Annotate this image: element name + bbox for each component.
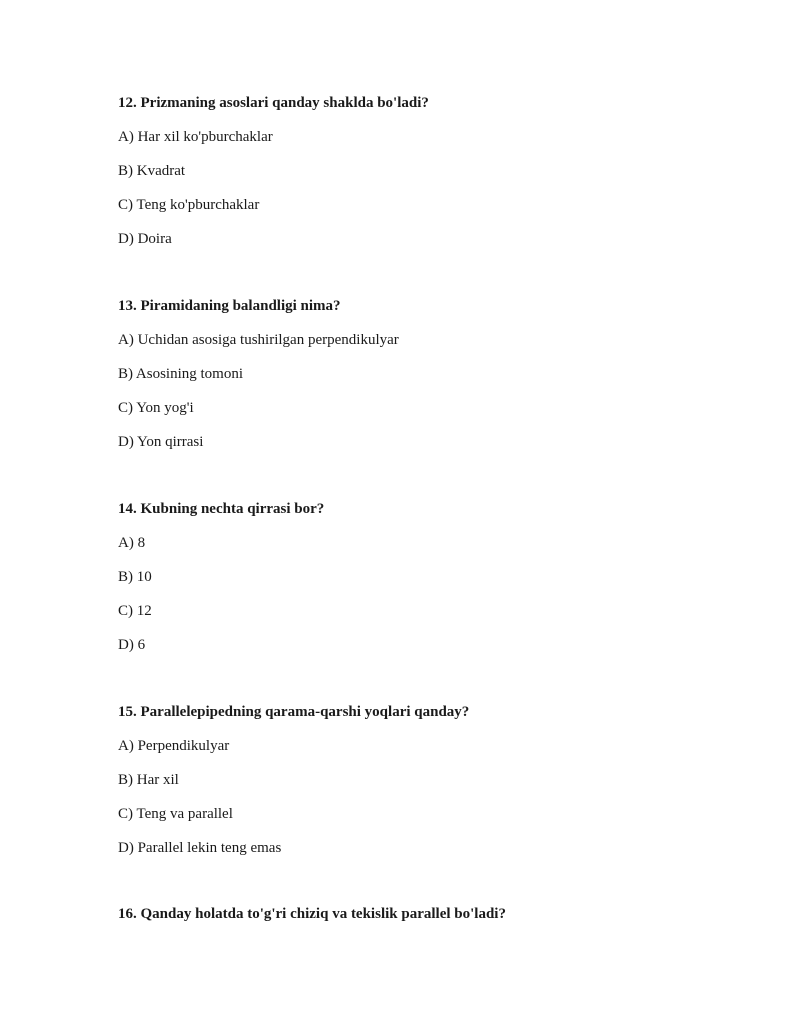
answer-option-b: B) Asosining tomoni	[118, 366, 244, 382]
answer-option-d: D) 6	[118, 637, 146, 653]
question-14	[118, 500, 758, 654]
answer-option-b: B) Kvadrat	[118, 163, 186, 179]
answer-option-c: C) Yon yog'i	[118, 400, 194, 416]
answer-option-c: C) 12	[118, 603, 152, 619]
question-title: 12. Prizmaning asoslari qanday shaklda bo'ladi?	[118, 95, 429, 111]
answer-option-b: B) Har xil	[118, 772, 179, 788]
answer-option-a: A) 8	[118, 535, 146, 551]
answer-option-b: B) 10	[118, 569, 152, 585]
answer-option-a: A) Uchidan asosiga tushirilgan perpendikulyar	[118, 332, 399, 348]
answer-option-a: A) Perpendikulyar	[118, 738, 230, 754]
question-13	[118, 297, 758, 451]
question-title: 15. Parallelepipedning qarama-qarshi yoqlari qanday?	[118, 704, 470, 720]
question-title: 13. Piramidaning balandligi nima?	[118, 298, 341, 314]
question-title: 16. Qanday holatda to'g'ri chiziq va tekislik parallel bo'ladi?	[118, 906, 506, 922]
answer-option-d: D) Parallel lekin teng emas	[118, 840, 282, 856]
answer-option-c: C) Teng va parallel	[118, 806, 233, 822]
question-15	[118, 703, 758, 857]
answer-option-d: D) Yon qirrasi	[118, 434, 204, 450]
question-16	[118, 905, 758, 923]
answer-option-d: D) Doira	[118, 231, 172, 247]
question-title: 14. Kubning nechta qirrasi bor?	[118, 501, 325, 517]
question-12	[118, 94, 758, 248]
answer-option-c: C) Teng ko'pburchaklar	[118, 197, 260, 213]
answer-option-a: A) Har xil ko'pburchaklar	[118, 129, 273, 145]
